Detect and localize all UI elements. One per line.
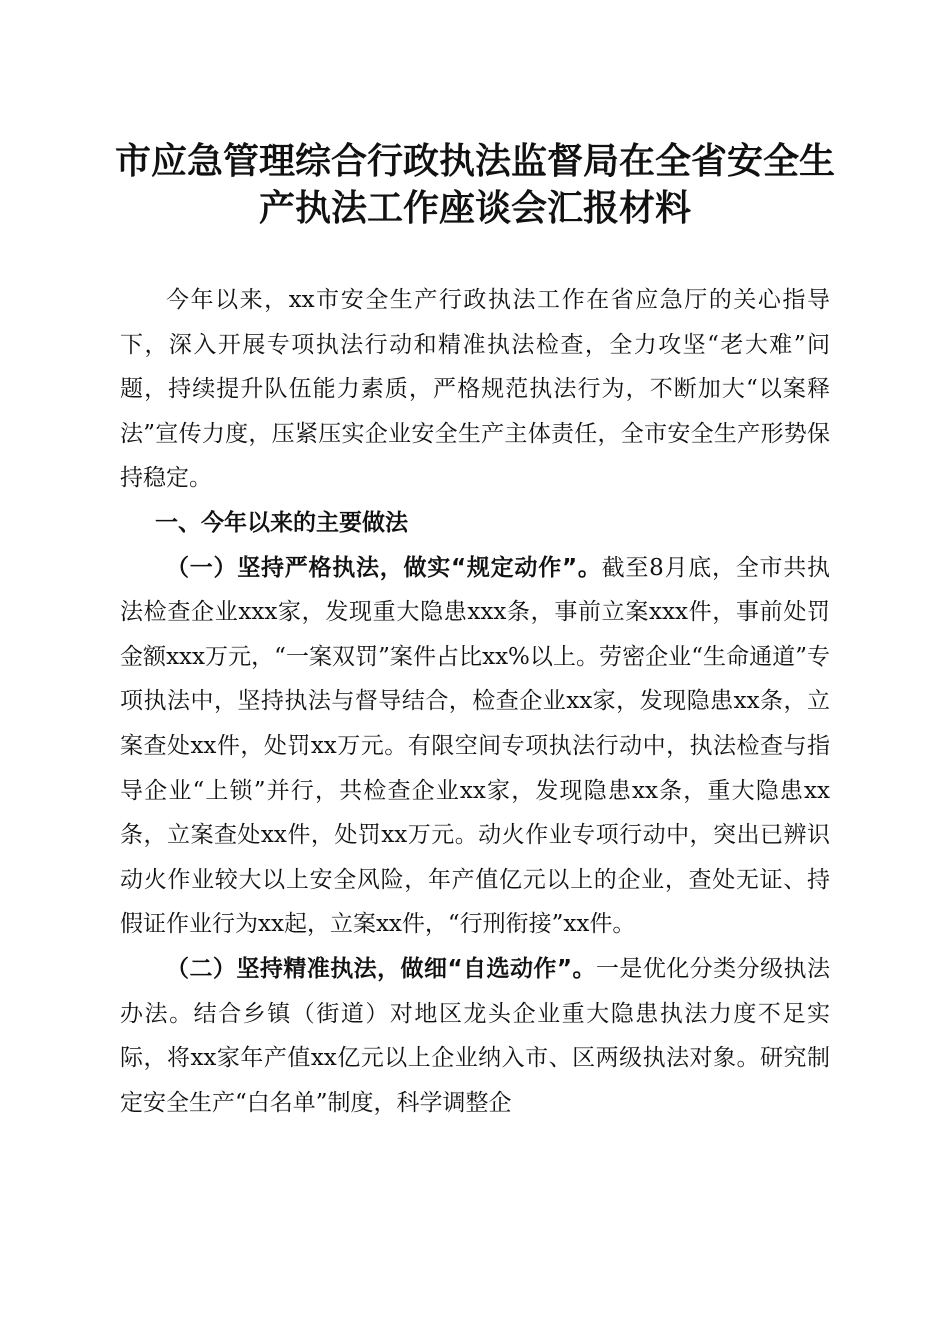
document-body xyxy=(120,278,830,1125)
section-heading-1: 一、今年以来的主要做法 xyxy=(155,509,408,536)
intro-paragraph: 今年以来，xx市安全生产行政执法工作在省应急厅的关心指导下，深入开展专项执法行动和精准执法检查，全力攻坚“老大难”问题，持续提升队伍能力素质，严格规范执法行为，不断加大“以案释法”宣传力度，压紧压实企业安全生产主体责任，全市安全生产形势保持稳定。 xyxy=(120,287,830,492)
document-title xyxy=(100,138,850,232)
title-line-2: 产执法工作座谈会汇报材料 xyxy=(258,187,691,229)
paragraph-sub-1 xyxy=(120,546,830,947)
title-line-1: 市应急管理综合行政执法监督局在全省安全生 xyxy=(114,140,835,182)
paragraph-sub-1-text: 截至8月底，全市共执法检查企业xxx家，发现重大隐患xxx条，事前立案xxx件，事前处罚金额xxx万元，“一案双罚”案件占比xx%以上。劳密企业“生命通道”专项执法中，坚持执法与督导结合，检查企业xx家，发现隐患xx条，立案查处xx件，处罚xx万元。有限空间专项执法行动中，执法检查与指导企业“上锁”并行，共检查企业xx家，发现隐患xx条，重大隐患xx条，立案查处xx件，处罚xx万元。动火作业专项行动中，突出已辨识动火作业较大以上安全风险，年产值亿元以上的企业，查处无证、持假证作业行为xx起，立案xx件，“行刑衔接”xx件。 xyxy=(120,554,831,938)
paragraph-sub-2-text: 一是优化分类分级执法办法。结合乡镇（街道）对地区龙头企业重大隐患执法力度不足实际，将xx家年产值xx亿元以上企业纳入市、区两级执法对象。研究制定安全生产“白名单”制度，科学调整企 xyxy=(120,955,831,1116)
subheading-2: （二）坚持精准执法，做细“自选动作”。 xyxy=(166,955,596,982)
paragraph-sub-2 xyxy=(120,947,830,1125)
subheading-1: （一）坚持严格执法，做实“规定动作”。 xyxy=(166,554,602,581)
